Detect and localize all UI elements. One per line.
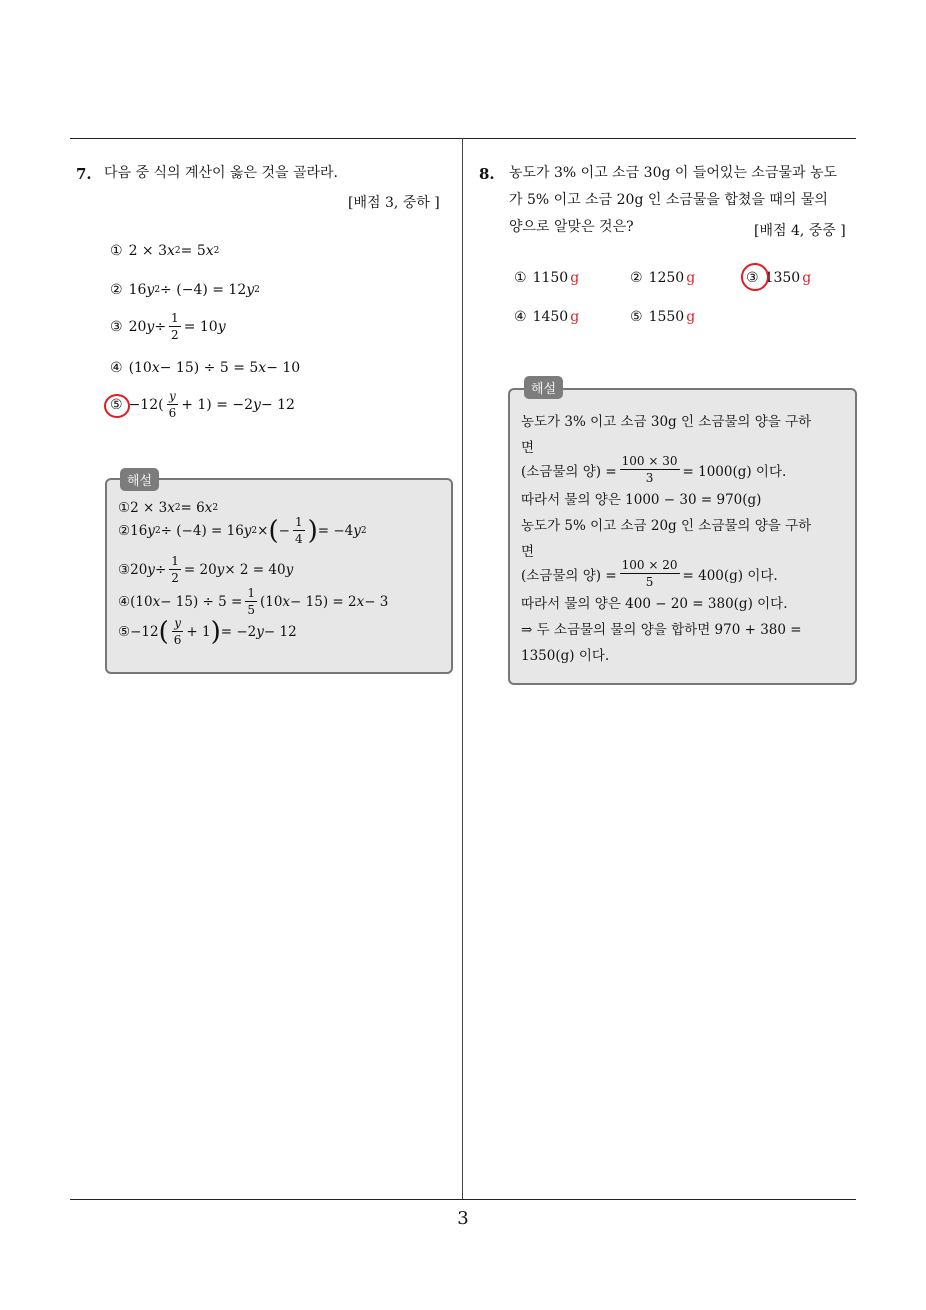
q7-option-1-marker: ① <box>110 243 123 259</box>
q7-option-1[interactable]: ① 2 × 3 x 2 = 5 x 2 <box>110 243 220 259</box>
q8-text-line-2: 가 5% 이고 소금 20g 인 소금물을 합쳤을 때의 물의 <box>509 192 828 208</box>
q7-solution-line-3: ③ 20 y ÷ $\frac{1}{2}$ = 20 y × 2 = 40 y <box>118 554 294 585</box>
fraction: $\frac{100 \times 20}{5}$ <box>621 558 678 589</box>
q8-option-4[interactable]: ④ 1450 g <box>514 309 580 325</box>
q8-text-line-3: 양으로 알맞은 것은? <box>509 219 634 235</box>
fraction: $\frac{100 \times 30}{3}$ <box>621 454 678 485</box>
page-number: 3 <box>457 1208 469 1229</box>
q7-solution-line-4: ④ (10 x − 15) ÷ 5 = $\frac{1}{5}$ (10 x − 15) = 2 x − 3 <box>118 586 389 617</box>
q7-option-3-marker: ③ <box>110 318 123 335</box>
q7-number: 7. <box>76 165 92 183</box>
q8-solution-line-3: (소금물의 양) = $\frac{100 \times 30}{3}$ = 1000(g) 이다. <box>521 454 787 485</box>
q7-option-4-marker: ④ <box>110 360 123 376</box>
answer-mark-circle <box>104 394 130 418</box>
q7-solution-tag: 해설 <box>120 468 159 491</box>
q8-option-5[interactable]: ⑤ 1550 g <box>630 309 696 325</box>
q8-solution-tag: 해설 <box>524 376 563 399</box>
q8-solution-line-10: 1350(g) 이다. <box>521 648 610 664</box>
q8-number: 8. <box>479 165 495 183</box>
q7-option-5-marker: ⑤ <box>110 396 123 413</box>
q7-text: 다음 중 식의 계산이 옳은 것을 골라라. <box>104 165 339 181</box>
q8-option-5-marker: ⑤ <box>630 309 643 325</box>
q8-score: [배점 4, 중중 ] <box>754 223 846 239</box>
q8-option-1-marker: ① <box>514 270 527 286</box>
q8-option-3[interactable]: ③ 1350 g <box>746 270 812 286</box>
q7-option-4[interactable]: ④ (10 x − 15) ÷ 5 = 5 x − 10 <box>110 360 301 376</box>
fraction: $\frac{1}{4}$ <box>294 515 303 546</box>
q7-solution-line-5: ⑤ −12 ( $\frac{y}{6}$ + 1 ) = −2 y − 12 <box>118 616 297 647</box>
q8-option-2-marker: ② <box>630 270 643 286</box>
q8-solution-line-1: 농도가 3% 이고 소금 30g 인 소금물의 양을 구하 <box>521 414 812 430</box>
q8-solution-line-5: 농도가 5% 이고 소금 20g 인 소금물의 양을 구하 <box>521 518 812 534</box>
fraction: $\frac{1}{5}$ <box>247 586 255 617</box>
q8-option-2[interactable]: ② 1250 g <box>630 270 696 286</box>
answer-mark-circle <box>741 263 769 291</box>
q8-solution-line-8: 따라서 물의 양은 400 − 20 = 380(g) 이다. <box>521 596 788 612</box>
q7-solution-line-1: ① 2 × 3 x 2 = 6 x 2 <box>118 500 219 516</box>
q8-solution-line-9: ⇒ 두 소금물의 물의 양을 합하면 970 + 380 = <box>521 622 802 638</box>
q7-score: [배점 3, 중하 ] <box>348 195 440 211</box>
fraction: $\frac{1}{2}$ <box>171 311 179 342</box>
q8-option-1[interactable]: ① 1150 g <box>514 270 580 286</box>
q8-solution-box <box>508 388 857 685</box>
column-divider <box>462 138 463 1200</box>
q8-text-line-1: 농도가 3% 이고 소금 30g 이 들어있는 소금물과 농도 <box>509 165 838 181</box>
q8-solution-line-2: 면 <box>521 440 535 456</box>
q8-solution-line-6: 면 <box>521 544 535 560</box>
q8-solution-line-4: 따라서 물의 양은 1000 − 30 = 970(g) <box>521 492 762 508</box>
fraction: $\frac{1}{2}$ <box>171 554 179 585</box>
q7-option-2[interactable]: ② 16 y 2 ÷ (−4) = 12 y 2 <box>110 282 260 298</box>
fraction: $\frac{y}{6}$ <box>168 389 177 420</box>
q8-option-3-marker: ③ <box>746 270 759 286</box>
q8-solution-line-7: (소금물의 양) = $\frac{100 \times 20}{5}$ = 400(g) 이다. <box>521 558 778 589</box>
q7-option-2-marker: ② <box>110 282 123 298</box>
bottom-rule <box>70 1199 856 1200</box>
fraction: $\frac{y}{6}$ <box>173 616 182 647</box>
q7-option-3[interactable]: ③ 20 y ÷ $\frac{1}{2}$ = 10 y <box>110 311 226 342</box>
q7-solution-line-2: ② 16 y 2 ÷ (−4) = 16 y 2 × ( − $\frac{1}{4}$ ) = −4 y 2 <box>118 515 367 546</box>
q8-option-4-marker: ④ <box>514 309 527 325</box>
q7-option-5[interactable]: ⑤ −12( $\frac{y}{6}$ + 1) = −2 y − 12 <box>110 389 295 420</box>
top-rule <box>70 138 856 139</box>
